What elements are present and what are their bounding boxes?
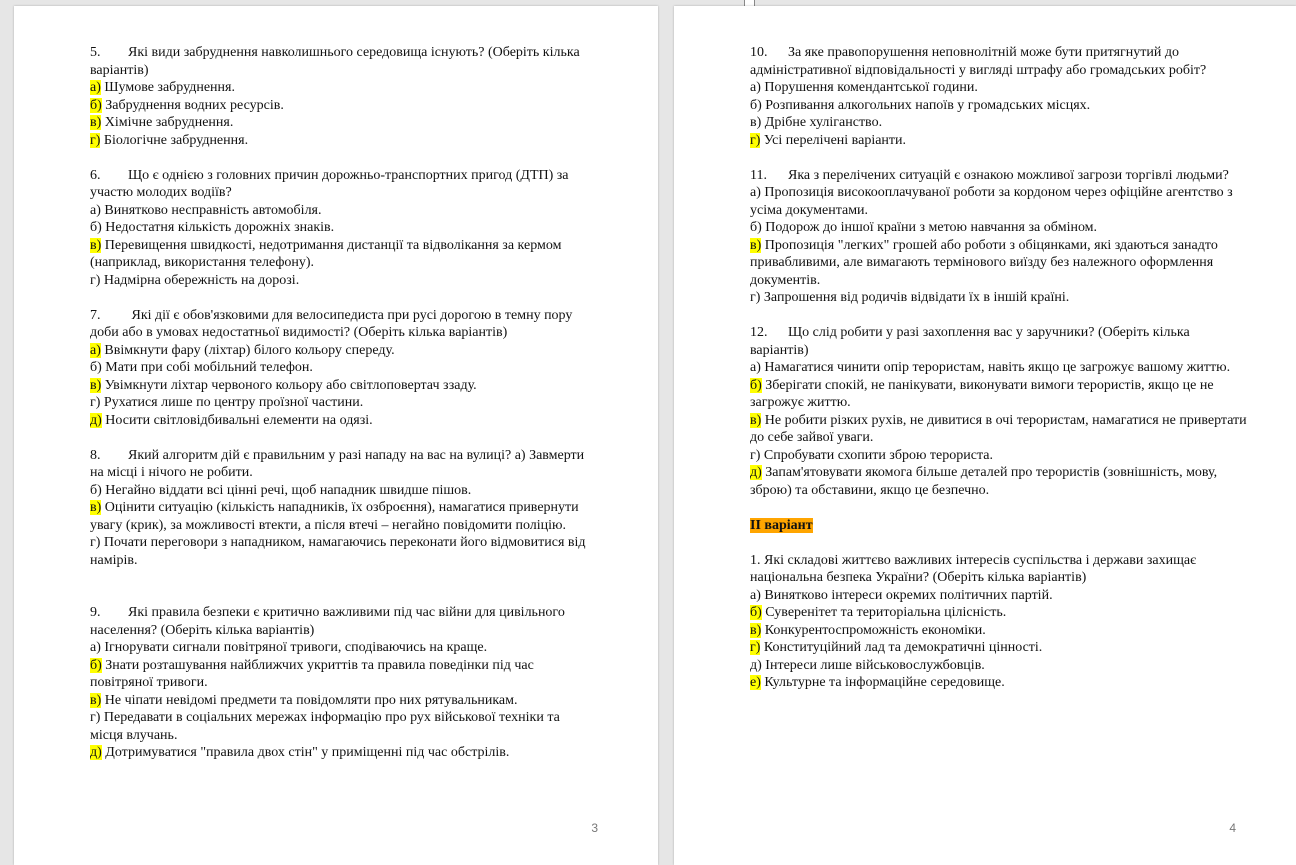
option (750, 114, 1250, 132)
option-text: Негайно віддати всі цінні речі, щоб нападник швидше пішов. (101, 482, 472, 498)
spacer (90, 587, 595, 605)
option-letter: г) (750, 640, 761, 655)
option-letter: г) (750, 132, 761, 148)
option-letter: б) (750, 605, 762, 620)
question-5 (90, 44, 595, 149)
option-letter: б) (750, 97, 762, 113)
option-text: Спробувати схопити зброю терориста. (760, 447, 993, 463)
option-letter: а) (90, 80, 101, 95)
option-letter: а) (750, 185, 761, 200)
option (750, 639, 1250, 657)
option-letter: б) (90, 97, 102, 113)
option (750, 79, 1250, 97)
option (90, 744, 595, 762)
question-text: Що є однією з головних причин дорожньо-транспортних пригод (ДТП) за участю молодих водіїв? (90, 167, 569, 200)
option (90, 692, 595, 710)
option-text: Не робити різких рухів, не дивитися в очі терористам, намагатися не привертати до себе зайвої уваги. (750, 412, 1247, 445)
page-number: 3 (591, 821, 598, 835)
option-text: Не чіпати невідомі предмети та повідомляти про них рятувальникам. (101, 692, 518, 708)
option-letter: б) (750, 220, 762, 235)
option-text: Забруднення водних ресурсів. (101, 97, 284, 113)
option-text: Зберігати спокій, не панікувати, виконувати вимоги терористів, якщо це не загрожує життю. (750, 377, 1214, 410)
question-text: Що слід робити у разі захоплення вас у заручники? (Оберіть кілька варіантів) (750, 325, 1190, 358)
option-text: Винятково інтереси окремих політичних партій. (760, 587, 1053, 603)
option (90, 499, 595, 534)
option (750, 237, 1250, 290)
option-text: Подорож до іншої країни з метою навчання за обміном. (761, 220, 1098, 235)
option (90, 342, 595, 360)
question-7 (90, 307, 595, 430)
option-letter: б) (90, 657, 102, 673)
option-letter: г) (90, 535, 101, 550)
option (90, 132, 595, 150)
variant-heading: ІІ варіант (750, 517, 813, 533)
option-letter: в) (90, 500, 102, 515)
option-letter: б) (750, 377, 762, 393)
question-text: Які види забруднення навколишнього середовища існують? (Оберіть кілька варіантів) (90, 45, 580, 78)
option (750, 674, 1250, 692)
option-text: Порушення комендантської години. (760, 80, 978, 95)
option-text: Намагатися чинити опір терористам, навіть якщо це загрожує вашому життю. (760, 360, 1231, 375)
option-letter: б) (90, 482, 102, 498)
option-text: Рухатися лише по центру проїзної частини. (100, 395, 364, 410)
option-letter: в) (750, 622, 762, 638)
option-letter: г) (750, 290, 761, 305)
option (750, 412, 1250, 447)
option-text: Дрібне хуліганство. (761, 115, 883, 130)
option-letter: в) (90, 115, 102, 130)
variant-heading-block (750, 517, 1250, 535)
option-letter: в) (750, 115, 762, 130)
option (90, 534, 595, 569)
option-text: Шумове забруднення. (100, 80, 235, 95)
option (90, 202, 595, 220)
option-letter: г) (90, 132, 101, 148)
option-text: Надмірна обережність на дорозі. (100, 272, 300, 288)
option-letter: в) (90, 237, 102, 253)
option-text: Перевищення швидкості, недотримання дистанції та відволікання за кермом (наприклад, використання телефону). (90, 237, 562, 270)
option-letter: б) (90, 360, 102, 375)
option-letter: д) (90, 745, 102, 760)
document-page-3[interactable] (14, 6, 658, 865)
option-text: Пропозиція "легких" грошей або роботи з обіцянками, які здаються занадто привабливими, але вимагають термінового виїзду без належного оформлення документів. (750, 237, 1218, 288)
option-text: Ігнорувати сигнали повітряної тривоги, сподіваючись на краще. (100, 640, 488, 655)
option-text: Конституційний лад та демократичні цінності. (760, 640, 1043, 655)
question-10 (750, 44, 1250, 149)
document-page-4[interactable] (674, 6, 1296, 865)
question-9 (90, 604, 595, 762)
option-letter: а) (750, 587, 761, 603)
option-text: Винятково несправність автомобіля. (100, 202, 322, 218)
question-number: 10. (750, 45, 768, 60)
option (750, 587, 1250, 605)
question-number: 5. (90, 45, 101, 60)
option (90, 219, 595, 237)
option-text: Недостатня кількість дорожніх знаків. (101, 220, 335, 235)
option-text: Суверенітет та територіальна цілісність. (761, 605, 1007, 620)
question-12 (750, 324, 1250, 499)
option (750, 377, 1250, 412)
option (750, 289, 1250, 307)
question-text: Які дії є обов'язковими для велосипедиста при русі дорогою в темну пору доби або в умовах недостатньої видимості? (Оберіть кілька варіантів) (90, 307, 573, 340)
option (750, 184, 1250, 219)
option-text: Запам'ятовувати якомога більше деталей про терористів (зовнішність, мову, зброю) та обставини, якщо це безпечно. (750, 465, 1218, 498)
question-11 (750, 167, 1250, 307)
page-4-content (750, 44, 1250, 709)
option (90, 657, 595, 692)
option-text: Носити світловідбивальні елементи на одязі. (101, 412, 373, 428)
option-letter: а) (750, 80, 761, 95)
question-number: 7. (90, 307, 101, 323)
option-text: Розпивання алкогольних напоїв у громадських місцях. (761, 97, 1091, 113)
option (90, 412, 595, 430)
option-text: Запрошення від родичів відвідати їх в іншій країні. (760, 290, 1070, 305)
option (90, 709, 595, 744)
option-text: Мати при собі мобільний телефон. (101, 360, 313, 375)
option (90, 359, 595, 377)
option-letter: д) (750, 465, 762, 480)
option-letter: а) (90, 640, 101, 655)
option-text: Знати розташування найближчих укриттів та правила поведінки під час повітряної тривоги. (90, 657, 534, 690)
question-number: 8. (90, 447, 101, 463)
option-text: Почати переговори з нападником, намагаючись переконати його відмовитися від намірів. (90, 535, 586, 568)
question-text: За яке правопорушення неповнолітній може бути притягнутий до адміністративної відповідальності у вигляді штрафу або громадських робіт? (750, 45, 1207, 78)
option-text: Культурне та інформаційне середовище. (760, 675, 1005, 690)
option (750, 219, 1250, 237)
option (750, 132, 1250, 150)
question-8 (90, 447, 595, 570)
option-letter: а) (750, 360, 761, 375)
option (90, 394, 595, 412)
option (90, 377, 595, 395)
question-text: Які правила безпеки є критично важливими під час війни для цивільного населення? (Оберіть кілька варіантів) (90, 605, 565, 638)
question-text: 1. Які складові життєво важливих інтересів суспільства і держави захищає національна безпека України? (Оберіть кілька варіантів) (750, 552, 1197, 585)
question-text: Яка з перелічених ситуацій є ознакою можливої загрози торгівлі людьми? (788, 167, 1229, 183)
option (90, 237, 595, 272)
option-letter: в) (90, 692, 102, 708)
question-number: 6. (90, 167, 101, 183)
option-letter: г) (750, 447, 761, 463)
option-letter: б) (90, 220, 102, 235)
option-text: Конкурентоспроможність економіки. (761, 622, 986, 638)
question-number: 9. (90, 605, 101, 620)
question-number: 11. (750, 167, 767, 183)
option (90, 272, 595, 290)
option-letter: д) (750, 657, 762, 673)
option-text: Хімічне забруднення. (101, 115, 234, 130)
option-letter: е) (750, 675, 761, 690)
option-letter: а) (90, 202, 101, 218)
question-text: Який алгоритм дій є правильним у разі нападу на вас на вулиці? а) Завмерти на місці і нічого не робити. (90, 447, 585, 480)
option (750, 464, 1250, 499)
option-letter: г) (90, 395, 101, 410)
option-text: Увімкнути ліхтар червоного кольору або світлоповертач ззаду. (101, 377, 477, 393)
option-text: Передавати в соціальних мережах інформацію про рух військової техніки та місця влучань. (90, 710, 560, 743)
option (750, 359, 1250, 377)
option-letter: в) (90, 377, 102, 393)
option (90, 79, 595, 97)
option (750, 97, 1250, 115)
option-text: Оцінити ситуацію (кількість нападників, їх озброєння), намагатися привернути увагу (крик), за можливості втекти, а після втечі – негайно повідомити поліцію. (90, 500, 579, 533)
option (750, 657, 1250, 675)
option-text: Біологічне забруднення. (100, 132, 249, 148)
option (90, 97, 595, 115)
option (90, 114, 595, 132)
option-text: Усі перелічені варіанти. (760, 132, 907, 148)
option-letter: д) (90, 412, 102, 428)
variant-2-question-1 (750, 552, 1250, 692)
option (750, 604, 1250, 622)
option-text: Інтереси лише військовослужбовців. (761, 657, 985, 673)
option-letter: в) (750, 412, 762, 428)
question-number: 12. (750, 325, 768, 340)
option-letter: г) (90, 710, 101, 725)
option-letter: а) (90, 342, 101, 358)
option-letter: в) (750, 237, 762, 253)
question-6 (90, 167, 595, 290)
option-text: Дотримуватися "правила двох стін" у приміщенні під час обстрілів. (101, 745, 510, 760)
option (750, 447, 1250, 465)
option-text: Ввімкнути фару (ліхтар) білого кольору спереду. (100, 342, 395, 358)
option (750, 622, 1250, 640)
page-3-content (90, 44, 595, 779)
page-number: 4 (1229, 821, 1236, 835)
option-text: Пропозиція високооплачуваної роботи за кордоном через офіційне агентство з усіма документами. (750, 185, 1233, 218)
option-letter: г) (90, 272, 101, 288)
option (90, 639, 595, 657)
option (90, 482, 595, 500)
